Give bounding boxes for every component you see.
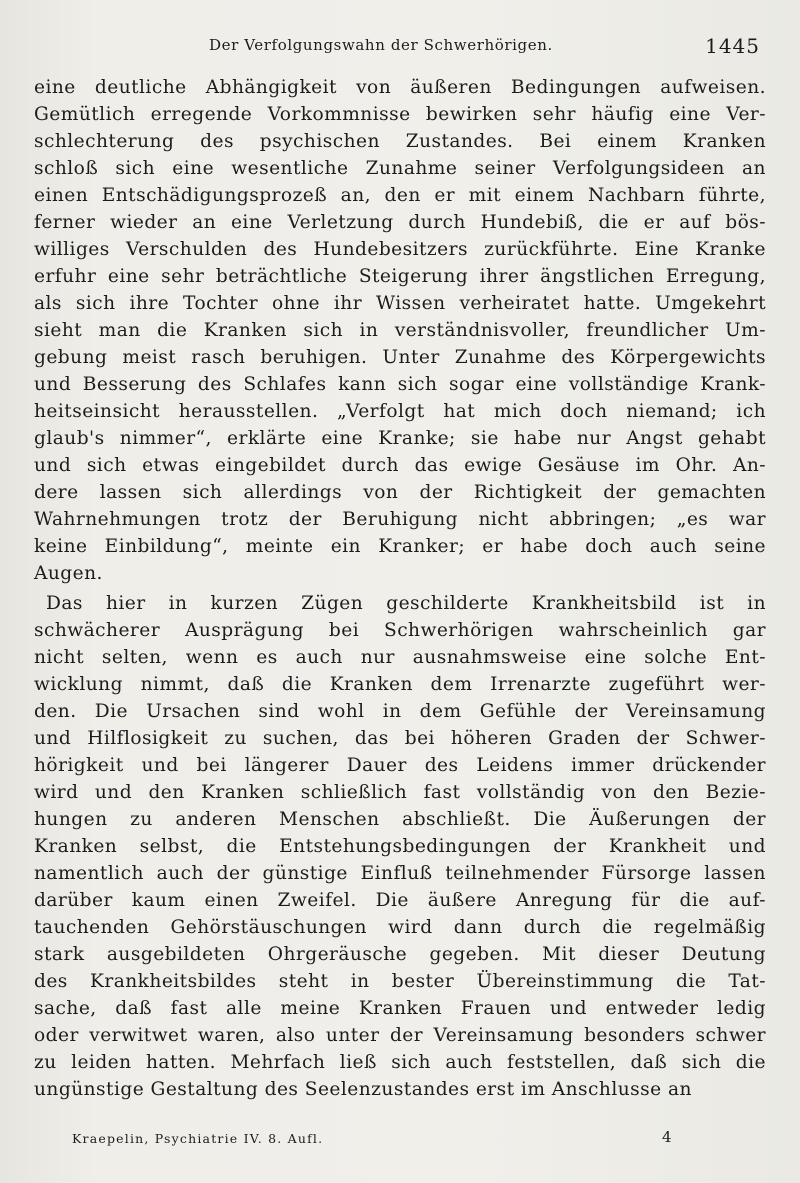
text-line: hörigkeit und bei längerer Dauer des Leidens immer drückender (34, 755, 766, 776)
text-line: sache, daß fast alle meine Kranken Frauen und entweder ledig (34, 998, 766, 1019)
text-line: sieht man die Kranken sich in verständnisvoller, freundlicher Um- (34, 320, 766, 341)
text-line: des Krankheitsbildes steht in bester Übereinstimmung die Tat- (34, 971, 766, 992)
page-header (34, 34, 764, 60)
text-line: einen Entschädigungsprozeß an, den er mit einem Nachbarn führte, (34, 185, 766, 206)
text-line: ungünstige Gestaltung des Seelenzustandes erst im Anschlusse an (34, 1079, 692, 1100)
text-line: und sich etwas eingebildet durch das ewige Gesäuse im Ohr. An- (34, 455, 766, 476)
text-line: Augen. (34, 563, 103, 584)
text-line: hungen zu anderen Menschen abschließt. Die Äußerungen der (34, 809, 766, 830)
text-line: erfuhr eine sehr beträchtliche Steigerung ihrer ängstlichen Erregung, (34, 266, 766, 287)
page-number: 1445 (705, 34, 760, 58)
text-line: Wahrnehmungen trotz der Beruhigung nicht abbringen; „es war (34, 509, 766, 530)
text-line: und Hilflosigkeit zu suchen, das bei höheren Graden der Schwer- (34, 728, 766, 749)
paragraph (34, 590, 766, 1103)
text-line: nicht selten, wenn es auch nur ausnahmsweise eine solche Ent- (34, 647, 766, 668)
printer-signature: Kraepelin, Psychiatrie IV. 8. Aufl. (72, 1131, 324, 1146)
text-line: und Besserung des Schlafes kann sich sogar eine vollständige Krank- (34, 374, 766, 395)
text-line: Gemütlich erregende Vorkommnisse bewirken sehr häufig eine Ver- (34, 104, 766, 125)
text-line: tauchenden Gehörstäuschungen wird dann durch die regelmäßig (34, 917, 766, 938)
text-line: eine deutliche Abhängigkeit von äußeren Bedingungen aufweisen. (34, 77, 766, 98)
text-line: heitseinsicht herausstellen. „Verfolgt hat mich doch niemand; ich (34, 401, 766, 422)
text-line: glaub's nimmer“, erklärte eine Kranke; sie habe nur Angst gehabt (34, 428, 766, 449)
text-line: dere lassen sich allerdings von der Richtigkeit der gemachten (34, 482, 766, 503)
text-line: Das hier in kurzen Zügen geschilderte Krankheitsbild ist in (46, 593, 766, 614)
text-line: schlechterung des psychischen Zustandes. Bei einem Kranken (34, 131, 766, 152)
text-line: wird und den Kranken schließlich fast vollständig von den Bezie- (34, 782, 766, 803)
body-text (34, 74, 766, 1103)
text-line: schloß sich eine wesentliche Zunahme seiner Verfolgungsideen an (34, 158, 766, 179)
text-line: gebung meist rasch beruhigen. Unter Zunahme des Körpergewichts (34, 347, 766, 368)
paragraph (34, 74, 766, 587)
text-line: keine Einbildung“, meinte ein Kranker; er habe doch auch seine (34, 536, 766, 557)
text-line: williges Verschulden des Hundebesitzers zurückführte. Eine Kranke (34, 239, 766, 260)
text-line: oder verwitwet waren, also unter der Vereinsamung besonders schwer (34, 1025, 766, 1046)
text-line: Kranken selbst, die Entstehungsbedingungen der Krankheit und (34, 836, 766, 857)
text-line: wicklung nimmt, daß die Kranken dem Irrenarzte zugeführt wer- (34, 674, 766, 695)
text-line: darüber kaum einen Zweifel. Die äußere Anregung für die auf- (34, 890, 766, 911)
text-line: stark ausgebildeten Ohrgeräusche gegeben. Mit dieser Deutung (34, 944, 766, 965)
text-line: als sich ihre Tochter ohne ihr Wissen verheiratet hatte. Umgekehrt (34, 293, 766, 314)
text-line: schwächerer Ausprägung bei Schwerhörigen wahrscheinlich gar (34, 620, 766, 641)
text-line: namentlich auch der günstige Einfluß teilnehmender Fürsorge lassen (34, 863, 766, 884)
page-footer (34, 1128, 766, 1150)
running-head: Der Verfolgungswahn der Schwerhörigen. (209, 36, 553, 54)
sheet-number: 4 (662, 1128, 672, 1146)
text-line: ferner wieder an eine Verletzung durch Hundebiß, die er auf bös- (34, 212, 766, 233)
text-line: den. Die Ursachen sind wohl in dem Gefühle der Vereinsamung (34, 701, 766, 722)
text-line: zu leiden hatten. Mehrfach ließ sich auch feststellen, daß sich die (34, 1052, 766, 1073)
